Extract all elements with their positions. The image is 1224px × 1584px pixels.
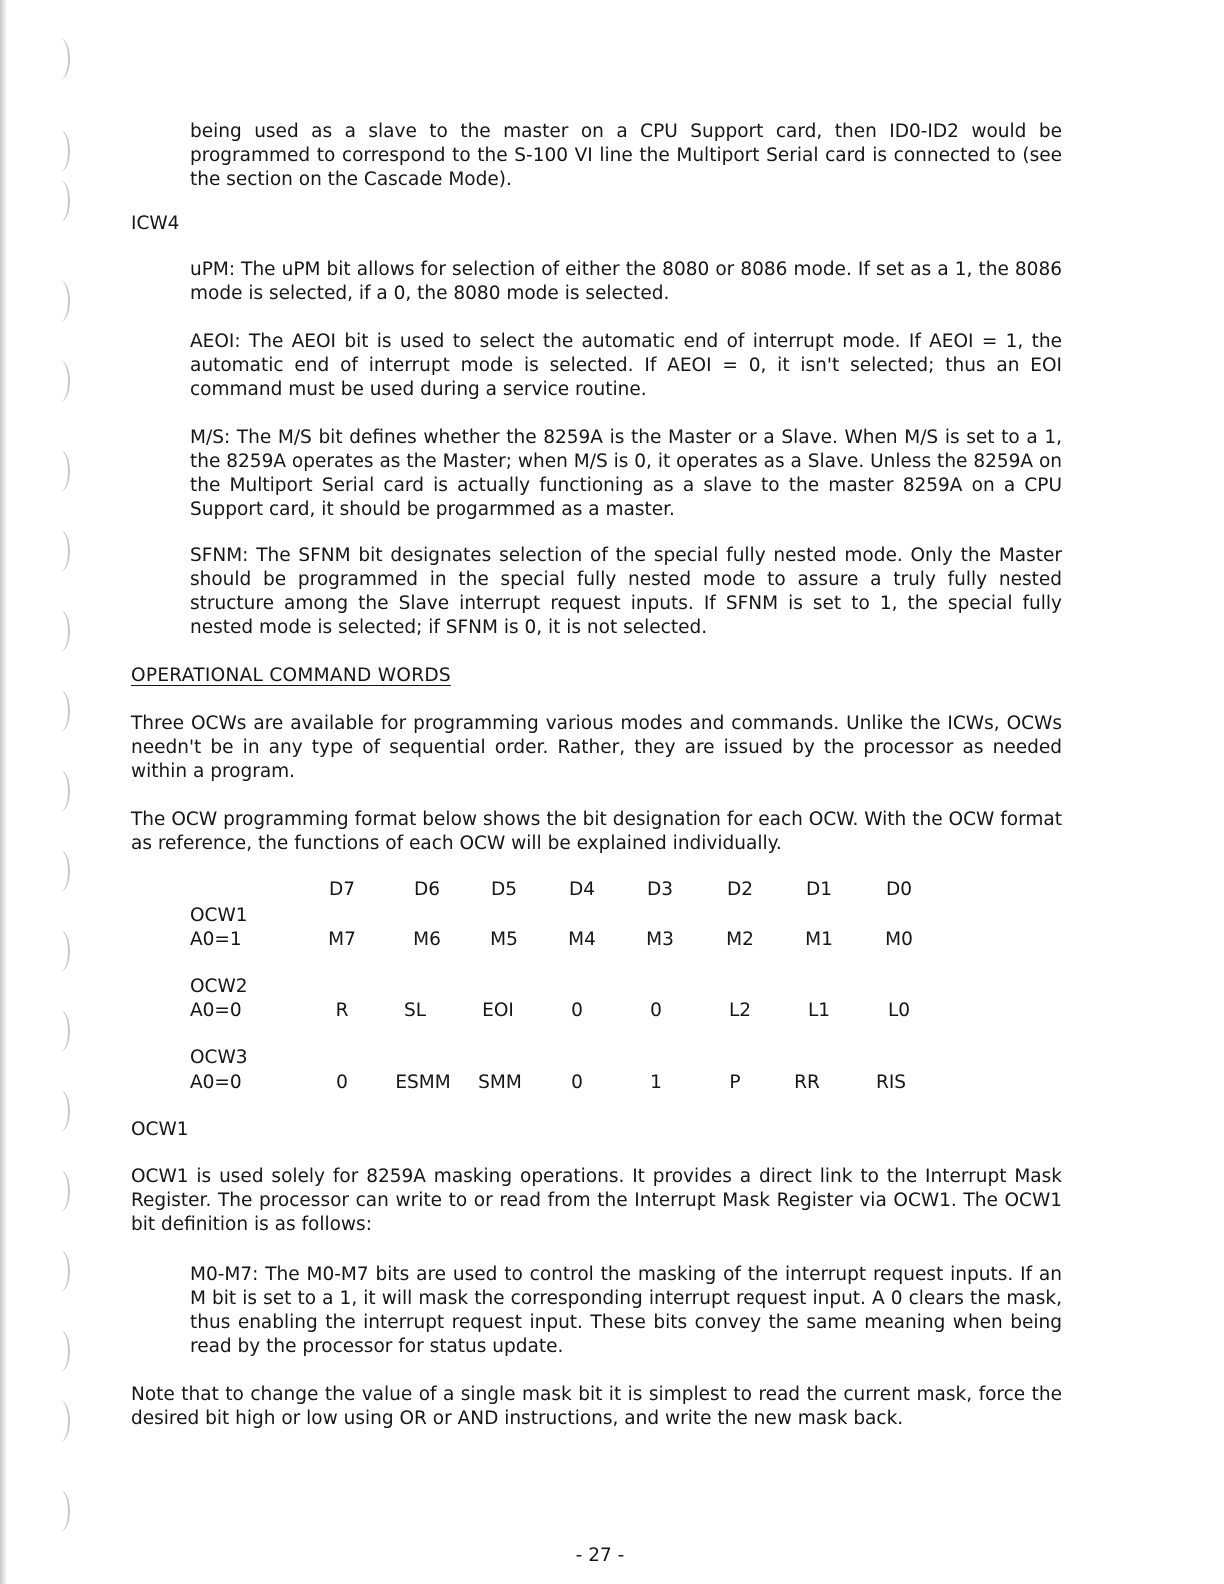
table-header: D5 xyxy=(490,879,517,900)
punch-hole xyxy=(50,1490,70,1532)
punch-hole xyxy=(50,130,70,172)
table-row-a0: A0=0 xyxy=(190,1072,242,1093)
punch-hole xyxy=(50,38,70,80)
punch-hole xyxy=(50,770,70,812)
table-cell: RIS xyxy=(875,1072,907,1093)
table-cell: L1 xyxy=(807,1000,831,1021)
table-header: D1 xyxy=(805,879,832,900)
table-cell: SL xyxy=(403,1000,427,1021)
table-cell: 0 xyxy=(571,1000,583,1021)
ocw-section-heading: OPERATIONAL COMMAND WORDS xyxy=(131,665,451,686)
punch-hole xyxy=(50,690,70,732)
punch-hole xyxy=(50,1330,70,1372)
table-cell: EOI xyxy=(482,1000,514,1021)
table-cell: M7 xyxy=(328,929,356,950)
punch-hole xyxy=(50,930,70,972)
table-cell: ESMM xyxy=(395,1072,451,1093)
punch-hole xyxy=(50,1010,70,1052)
icw4-label: ICW4 xyxy=(131,213,180,234)
table-row-name: OCW1 xyxy=(190,905,248,926)
table-row-a0: A0=0 xyxy=(190,1000,242,1021)
table-cell: M4 xyxy=(568,929,596,950)
sfnm-paragraph: SFNM: The SFNM bit designates selection of the special fully nested mode. Only the Master should be programmed in the special fully nested mode to assure a truly fully nested structure among the Slave interrupt request inputs. If SFNM is set to 1, the special fully nested mode is selected; if SFNM is 0, it is not selected. xyxy=(190,545,1062,638)
mask-note-paragraph: Note that to change the value of a single mask bit it is simplest to read the current mask, force the desired bit high or low using OR or AND instructions, and write the new mask back. xyxy=(131,1384,1062,1429)
table-header: D3 xyxy=(646,879,673,900)
table-row-name: OCW3 xyxy=(190,1047,248,1068)
table-cell: L0 xyxy=(887,1000,911,1021)
ocw-intro-paragraph: Three OCWs are available for programming various modes and commands. Unlike the ICWs, OCWs needn't be in any type of sequential order. Rather, they are issued by the processor as needed within a program. xyxy=(131,713,1062,782)
ocw1-description-paragraph: OCW1 is used solely for 8259A masking operations. It provides a direct link to the Interrupt Mask Register. The processor can write to or read from the Interrupt Mask Register via OCW1. The OCW1 bit definition is as follows: xyxy=(131,1166,1062,1235)
ocw1-label: OCW1 xyxy=(131,1119,189,1140)
table-cell: M1 xyxy=(805,929,833,950)
page-number: - 27 - xyxy=(575,1545,625,1566)
table-cell: 1 xyxy=(650,1072,662,1093)
m0-m7-paragraph: M0-M7: The M0-M7 bits are used to control the masking of the interrupt request inputs. If an M bit is set to a 1, it will mask the corresponding interrupt request input. A 0 clears the mask, thus enabling the interrupt request input. These bits convey the same meaning when being read by the processor for status update. xyxy=(190,1264,1062,1357)
table-header: D2 xyxy=(726,879,753,900)
punch-hole xyxy=(50,1090,70,1132)
table-cell: M2 xyxy=(726,929,754,950)
punch-hole xyxy=(50,1170,70,1212)
table-cell: RR xyxy=(794,1072,820,1093)
punch-hole xyxy=(50,850,70,892)
table-cell: SMM xyxy=(478,1072,522,1093)
ocw-format-paragraph: The OCW programming format below shows the bit designation for each OCW. With the OCW format as reference, the functions of each OCW will be explained individually. xyxy=(131,809,1062,854)
punch-hole xyxy=(50,180,70,222)
table-cell: R xyxy=(335,1000,349,1021)
table-header: D6 xyxy=(413,879,440,900)
page-binding-edge xyxy=(0,0,6,1584)
table-cell: 0 xyxy=(650,1000,662,1021)
punch-hole xyxy=(50,1400,70,1442)
table-cell: M5 xyxy=(490,929,518,950)
table-cell: M3 xyxy=(646,929,674,950)
aeoi-paragraph: AEOI: The AEOI bit is used to select the automatic end of interrupt mode. If AEOI = 1, the automatic end of interrupt mode is selected. If AEOI = 0, it isn't selected; thus an EOI command must be used during a service routine. xyxy=(190,331,1062,400)
table-cell: M0 xyxy=(885,929,913,950)
table-cell: 0 xyxy=(336,1072,348,1093)
punch-hole xyxy=(50,450,70,492)
punch-hole xyxy=(50,530,70,572)
table-cell: P xyxy=(729,1072,741,1093)
table-cell: 0 xyxy=(571,1072,583,1093)
punch-hole xyxy=(50,280,70,322)
punch-hole xyxy=(50,610,70,652)
punch-hole xyxy=(50,1250,70,1292)
ms-paragraph: M/S: The M/S bit defines whether the 8259A is the Master or a Slave. When M/S is set to a 1, the 8259A operates as the Master; when M/S is 0, it operates as a Slave. Unless the 8259A on the Multiport Serial card is actually functioning as a slave to the master 8259A on a CPU Support card, it should be progarmmed as a master. xyxy=(190,427,1062,520)
table-row-a0: A0=1 xyxy=(190,929,242,950)
cascade-continuation-paragraph: being used as a slave to the master on a CPU Support card, then ID0-ID2 would be programmed to correspond to the S-100 VI line the Multiport Serial card is connected to (see the section on the Cascade Mode). xyxy=(190,121,1062,190)
table-header: D4 xyxy=(568,879,595,900)
table-cell: L2 xyxy=(728,1000,752,1021)
table-row-name: OCW2 xyxy=(190,976,248,997)
table-cell: M6 xyxy=(413,929,441,950)
punch-hole xyxy=(50,360,70,402)
upm-paragraph: uPM: The uPM bit allows for selection of either the 8080 or 8086 mode. If set as a 1, the 8086 mode is selected, if a 0, the 8080 mode is selected. xyxy=(190,259,1062,304)
punch-hole-marks xyxy=(22,30,82,1570)
table-header: D0 xyxy=(885,879,912,900)
table-header: D7 xyxy=(328,879,355,900)
